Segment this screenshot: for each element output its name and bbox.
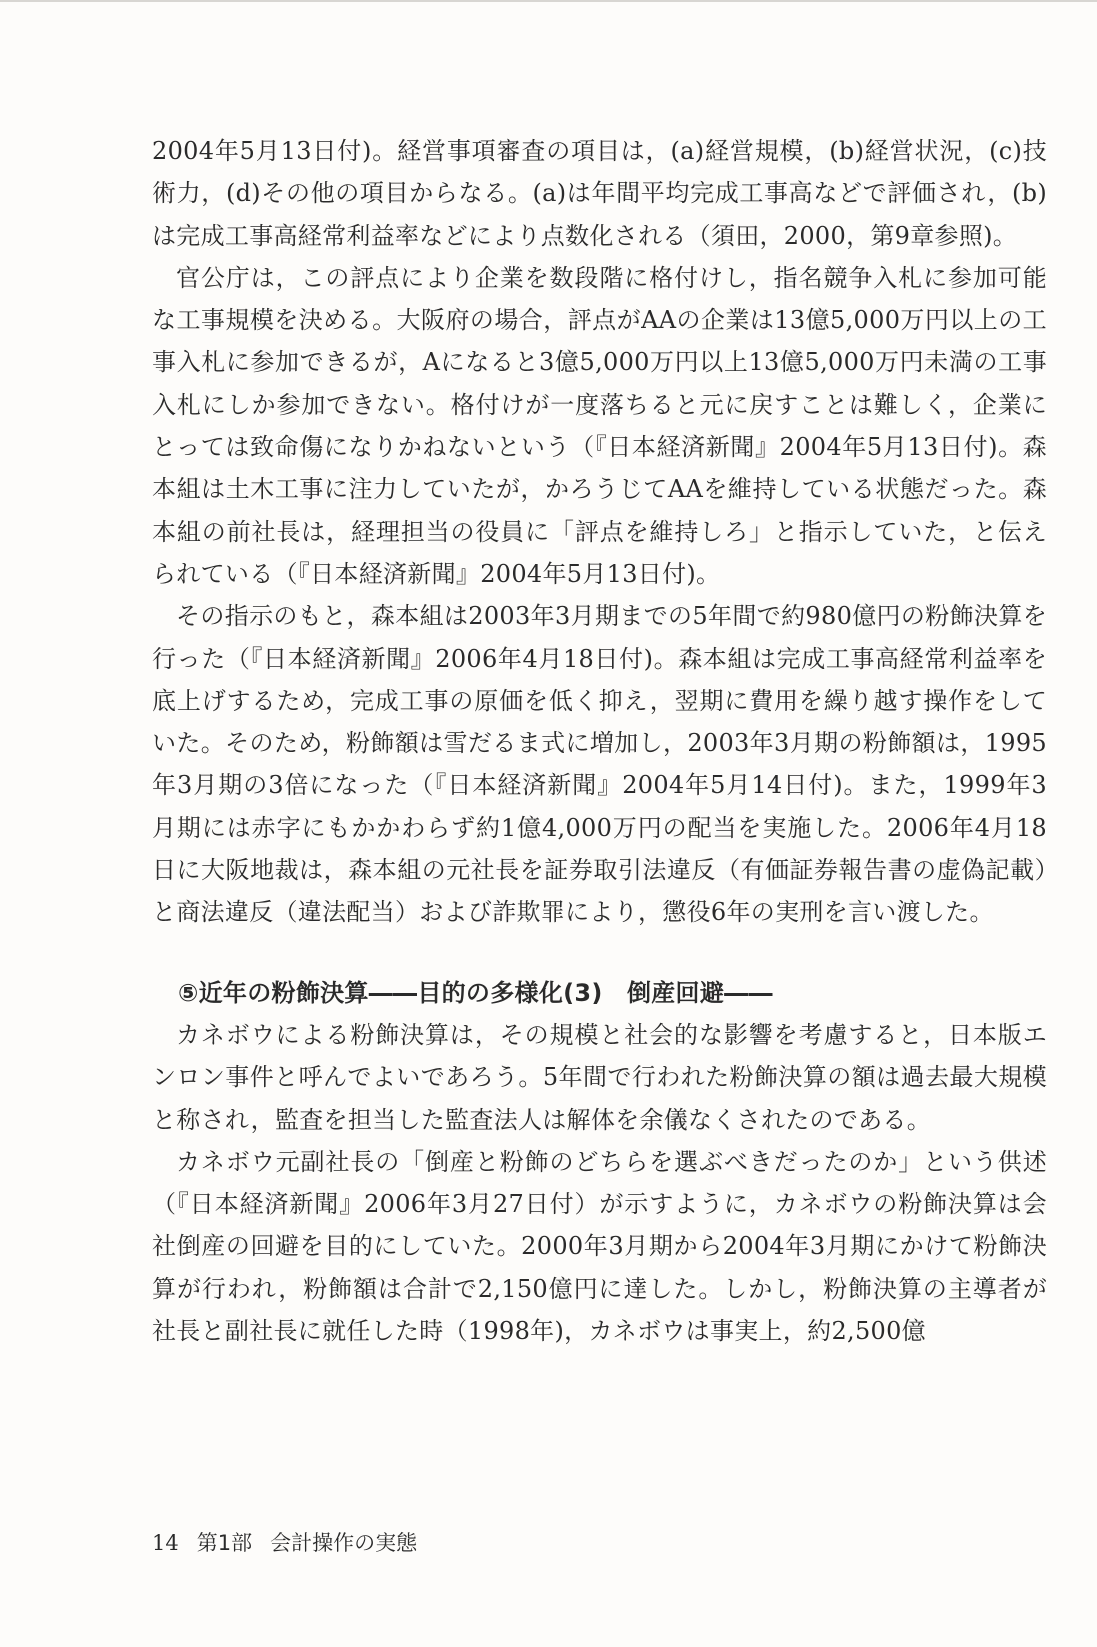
top-rule [0,0,1097,2]
section-gap [152,934,1047,972]
part-title: 会計操作の実態 [270,1531,418,1555]
body-paragraph: カネボウ元副社長の「倒産と粉飾のどちらを選ぶべきだったのか」という供述（『日本経済新聞』2006年3月27日付）が示すように，カネボウの粉飾決算は会社倒産の回避を目的にしていた。2000年3月期から2004年3月期にかけて粉飾決算が行われ，粉飾額は合計で2,150億円に達した。しかし，粉飾決算の主導者が社長と副社長に就任した時（1998年)，カネボウは事実上，約2,500億 [152,1147,1047,1346]
body-paragraph: カネボウによる粉飾決算は，その規模と社会的な影響を考慮すると，日本版エンロン事件と呼んでよいであろう。5年間で行われた粉飾決算の額は過去最大規模と称され，監査を担当した監査法人は解体を余儀なくされたのである。 [152,1020,1047,1134]
page-number: 14 [152,1531,179,1555]
page-footer [152,1528,417,1558]
body-paragraph-continued: 2004年5月13日付)。経営事項審査の項目は，(a)経営規模，(b)経営状況，(c)技術力，(d)その他の項目からなる。(a)は年間平均完成工事高などで評価され，(b)は完成工事高経常利益率などにより点数化される（須田，2000，第9章参照)。 [152,137,1047,250]
page-body [152,130,1047,1352]
body-paragraph: その指示のもと，森本組は2003年3月期までの5年間で約980億円の粉飾決算を行った（『日本経済新聞』2006年4月18日付)。森本組は完成工事高経常利益率を底上げするため，完成工事の原価を低く抑え，翌期に費用を繰り越す操作をしていた。そのため，粉飾額は雪だるま式に増加し，2003年3月期の粉飾額は，1995年3月期の3倍になった（『日本経済新聞』2004年5月14日付)。また，1999年3月期には赤字にもかかわらず約1億4,000万円の配当を実施した。2006年4月18日に大阪地裁は，森本組の元社長を証券取引法違反（有価証券報告書の虚偽記載）と商法違反（違法配当）および詐欺罪により，懲役6年の実刑を言い渡した。 [152,602,1047,927]
body-paragraph: 官公庁は，この評点により企業を数段階に格付けし，指名競争入札に参加可能な工事規模を決める。大阪府の場合，評点がAAの企業は13億5,000万円以上の工事入札に参加できるが，Aになると3億5,000万円以上13億5,000万円未満の工事入札にしか参加できない。格付けが一度落ちると元に戻すことは難しく，企業にとっては致命傷になりかねないという（『日本経済新聞』2004年5月13日付)。森本組は土木工事に注力していたが，かろうじてAAを維持している状態だった。森本組の前社長は，経理担当の役員に「評点を維持しろ」と指示していた，と伝えられている（『日本経済新聞』2004年5月13日付)。 [152,263,1047,588]
section-heading: ⑤近年の粉飾決算――目的の多様化(3) 倒産回避―― [178,978,773,1007]
part-label: 第1部 [196,1531,253,1555]
